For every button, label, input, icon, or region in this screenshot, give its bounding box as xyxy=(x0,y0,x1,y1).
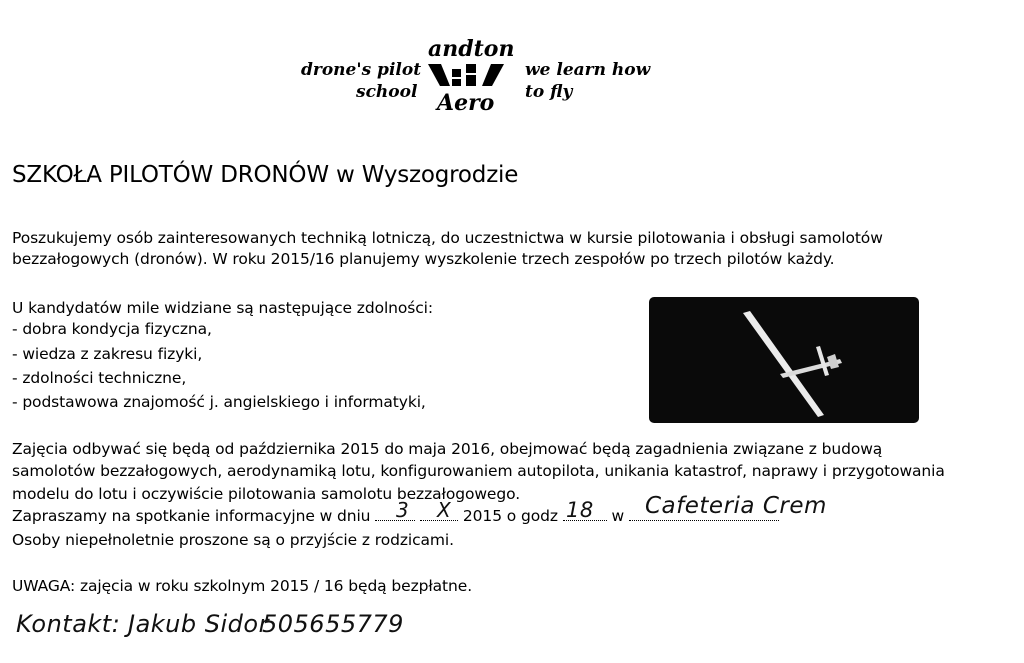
list-item: - wiedza z zakresu fizyki, xyxy=(12,345,203,363)
brand-logo-icon xyxy=(428,62,504,88)
handwritten-day: 3 xyxy=(396,498,410,522)
classes-line-1: Zajęcia odbywać się będą od października 2015 do maja 2016, obejmować będą zagadnienia związane z budową xyxy=(12,440,883,458)
free-classes-note: UWAGA: zajęcia w roku szkolnym 2015 / 16 będą bezpłatne. xyxy=(12,577,473,595)
header-left-line1: drone's pilot xyxy=(301,60,422,80)
list-item: - dobra kondycja fizyczna, xyxy=(12,320,212,338)
brand-bottom: Aero xyxy=(437,90,495,116)
meeting-year: 2015 o godz xyxy=(462,507,558,525)
handwritten-place: Cafeteria Crem xyxy=(645,493,827,519)
drone-plane-icon xyxy=(649,297,919,423)
drone-photo xyxy=(649,297,919,423)
handwritten-month: X xyxy=(437,498,452,522)
handwritten-hour: 18 xyxy=(566,498,594,522)
place-prefix: w xyxy=(611,507,625,525)
list-item: - zdolności techniczne, xyxy=(12,369,187,387)
meeting-prefix: Zapraszamy na spotkanie informacyjne w dniu xyxy=(12,507,371,525)
brand-top: andton xyxy=(428,36,515,62)
classes-line-3: modelu do lotu i oczywiście pilotowania samolotu bezzałogowego. xyxy=(12,485,521,503)
skills-heading: U kandydatów mile widziane są następujące zdolności: xyxy=(12,299,433,317)
minors-note: Osoby niepełnoletnie proszone są o przyjście z rodzicami. xyxy=(12,531,454,549)
intro-line-2: bezzałogowych (dronów). W roku 2015/16 planujemy wyszkolenie trzech zespołów po trzech pilotów każdy. xyxy=(12,250,835,268)
header-right-line2: to fly xyxy=(525,82,573,102)
contact-name: Jakub Sidor xyxy=(128,610,269,638)
contact-phone: 505655779 xyxy=(262,610,404,638)
classes-line-2: samolotów bezzałogowych, aerodynamiką lotu, konfigurowaniem autopilota, unikania katastrof, naprawy i przygotowania xyxy=(12,462,945,480)
list-item: - podstawowa znajomość j. angielskiego i informatyki, xyxy=(12,393,426,411)
header-left-line2: school xyxy=(356,82,418,102)
page-title: SZKOŁA PILOTÓW DRONÓW w Wyszogrodzie xyxy=(12,162,519,188)
intro-line-1: Poszukujemy osób zainteresowanych techniką lotniczą, do uczestnictwa w kursie pilotowania i obsługi samolotów xyxy=(12,229,883,247)
header-right-line1: we learn how xyxy=(525,60,651,80)
contact-label: Kontakt: xyxy=(16,610,121,638)
